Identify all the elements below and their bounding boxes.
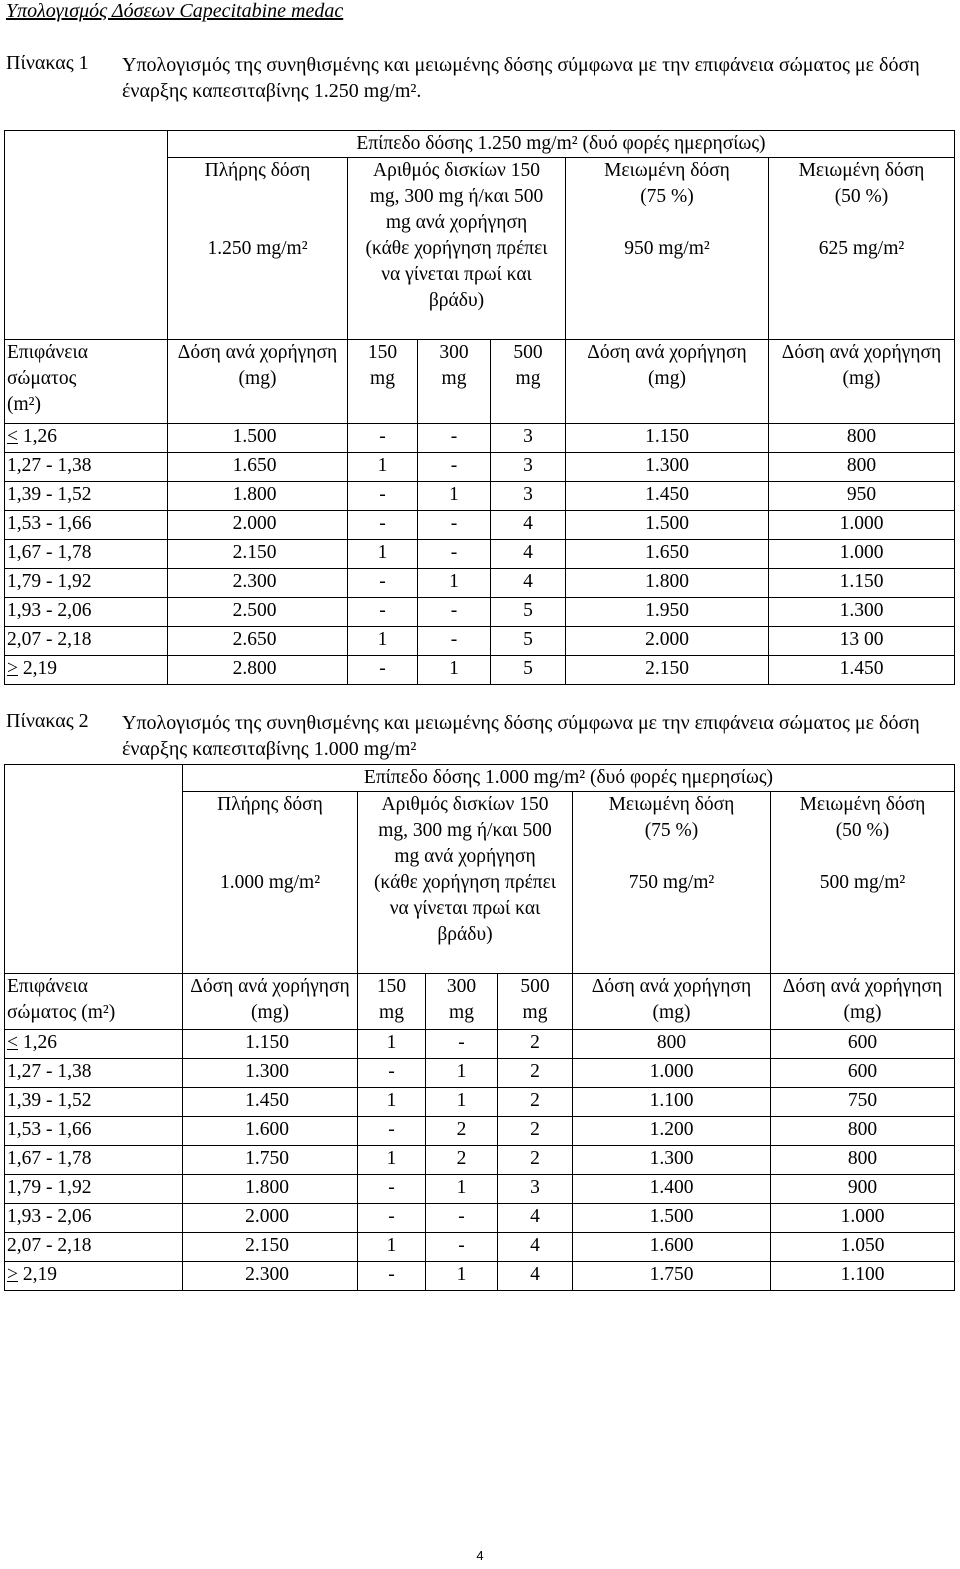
table-row: [5, 656, 955, 685]
bsa-cell: [5, 656, 168, 685]
table-row: [5, 540, 955, 569]
greater-equal-symbol: >: [7, 1264, 18, 1285]
bsa-value: 2,19: [22, 658, 57, 679]
dose-cell: 2.650: [168, 627, 348, 656]
tablet-500-cell: 3: [491, 482, 566, 511]
reduced-75-header: Μειωμένη δόση (75 %) 750 mg/m²: [573, 792, 771, 974]
dose-level-header: Επίπεδο δόσης 1.000 mg/m² (δυό φορές ημερησίως): [183, 765, 955, 792]
tablet-300-header: 300 mg: [426, 974, 498, 1030]
page-number: 4: [476, 1548, 484, 1563]
tablet-500-cell: 3: [491, 453, 566, 482]
tablet-500-cell: 4: [498, 1204, 573, 1233]
bsa-cell: [5, 511, 168, 540]
less-equal-symbol: <: [7, 426, 18, 447]
bsa-value: 1,79 - 1,92: [7, 1177, 92, 1198]
tablet-300-cell: 2: [426, 1146, 498, 1175]
dose-75-cell: 800: [573, 1030, 771, 1059]
document-title: Υπολογισμός Δόσεων Capecitabine medac: [6, 0, 344, 22]
bsa-cell: [5, 627, 168, 656]
less-equal-symbol: <: [7, 1032, 18, 1053]
dose-50-cell: 1.300: [769, 598, 955, 627]
table-2-label: Πίνακας 2: [6, 710, 89, 732]
tablet-150-cell: 1: [348, 540, 418, 569]
dose-cell: 1.150: [183, 1030, 358, 1059]
dose-50-cell: 600: [771, 1030, 955, 1059]
tablet-500-cell: 4: [491, 569, 566, 598]
tablet-150-cell: -: [348, 511, 418, 540]
tablet-300-cell: 2: [426, 1117, 498, 1146]
bsa-cell: [5, 1204, 183, 1233]
tablet-150-cell: -: [348, 598, 418, 627]
tablet-150-cell: 1: [348, 453, 418, 482]
dose-75-cell: 1.000: [573, 1059, 771, 1088]
dose-75-cell: 1.600: [573, 1233, 771, 1262]
dose-cell: 1.300: [183, 1059, 358, 1088]
reduced-50-value: 625 mg/m²: [818, 238, 905, 259]
dose-75-cell: 1.100: [573, 1088, 771, 1117]
bsa-value: 2,19: [22, 1264, 57, 1285]
bsa-value: 1,27 - 1,38: [7, 455, 92, 476]
dose-50-cell: 600: [771, 1059, 955, 1088]
dose-cell: 2.000: [183, 1204, 358, 1233]
tablet-300-cell: 1: [418, 482, 491, 511]
table-1-label: Πίνακας 1: [6, 52, 89, 74]
bsa-value: 1,27 - 1,38: [7, 1061, 92, 1082]
tablet-500-cell: 5: [491, 598, 566, 627]
table-row: [5, 424, 955, 453]
dose-75-cell: 1.300: [573, 1146, 771, 1175]
dose-50-cell: 900: [771, 1175, 955, 1204]
tablet-300-cell: -: [418, 511, 491, 540]
table-row: [5, 1146, 955, 1175]
tablet-300-cell: 1: [418, 656, 491, 685]
bsa-value: 1,79 - 1,92: [7, 571, 92, 592]
full-dose-value: 1.250 mg/m²: [207, 238, 308, 259]
bsa-cell: [5, 598, 168, 627]
dose-cell: 1.800: [168, 482, 348, 511]
table-row: [5, 1233, 955, 1262]
dose-75-cell: 1.450: [566, 482, 769, 511]
dose-50-cell: 1.100: [771, 1262, 955, 1291]
table-row: [5, 1117, 955, 1146]
dose-per-admin-header: Δόση ανά χορήγηση (mg): [168, 340, 348, 424]
dose-table-1: [4, 130, 955, 685]
tablet-150-cell: -: [358, 1204, 426, 1233]
tablet-150-header: 150 mg: [358, 974, 426, 1030]
bsa-cell: [5, 1088, 183, 1117]
tablet-500-cell: 4: [491, 540, 566, 569]
tablet-500-cell: 2: [498, 1030, 573, 1059]
tablet-500-cell: 3: [498, 1175, 573, 1204]
full-dose-header: Πλήρης δόση 1.000 mg/m²: [183, 792, 358, 974]
tablets-header: Αριθμός δισκίων 150 mg, 300 mg ή/και 500 mg ανά χορήγηση (κάθε χορήγηση πρέπει να γίνεται πρωί και βράδυ): [348, 158, 566, 340]
dose-50-cell: 800: [769, 424, 955, 453]
dose-cell: 2.150: [183, 1233, 358, 1262]
tablet-300-cell: 1: [426, 1088, 498, 1117]
table-row: [5, 1175, 955, 1204]
tablet-500-cell: 4: [491, 511, 566, 540]
bsa-cell: [5, 424, 168, 453]
tablet-150-cell: 1: [358, 1146, 426, 1175]
dose-75-cell: 1.150: [566, 424, 769, 453]
tablet-300-cell: -: [418, 627, 491, 656]
bsa-cell: [5, 1175, 183, 1204]
bsa-header: Επιφάνεια σώματος (m²): [5, 974, 183, 1030]
bsa-value: 1,39 - 1,52: [7, 1090, 92, 1111]
dose-cell: 2.500: [168, 598, 348, 627]
dose-75-cell: 1.500: [573, 1204, 771, 1233]
tablet-300-cell: -: [418, 598, 491, 627]
bsa-value: 1,53 - 1,66: [7, 1119, 92, 1140]
tablet-500-cell: 5: [491, 656, 566, 685]
tablet-150-cell: 1: [358, 1030, 426, 1059]
table-row: [5, 1204, 955, 1233]
bsa-value: 1,93 - 2,06: [7, 600, 92, 621]
tablet-500-cell: 4: [498, 1262, 573, 1291]
reduced-50-header: Μειωμένη δόση (50 %) 625 mg/m²: [769, 158, 955, 340]
full-dose-value: 1.000 mg/m²: [219, 872, 321, 893]
tablet-150-cell: -: [358, 1175, 426, 1204]
tablet-150-cell: -: [348, 569, 418, 598]
tablet-300-cell: -: [418, 540, 491, 569]
bsa-cell: [5, 1262, 183, 1291]
tablet-150-cell: -: [348, 656, 418, 685]
dose-75-header: Δόση ανά χορήγηση (mg): [573, 974, 771, 1030]
bsa-value: 2,07 - 2,18: [7, 1235, 92, 1256]
tablet-150-cell: -: [348, 482, 418, 511]
dose-50-cell: 1.450: [769, 656, 955, 685]
tablet-150-cell: 1: [348, 627, 418, 656]
dose-cell: 2.000: [168, 511, 348, 540]
tablet-500-header: 500 mg: [491, 340, 566, 424]
table-row: [5, 1088, 955, 1117]
tablet-300-cell: 1: [426, 1059, 498, 1088]
tablet-500-cell: 2: [498, 1088, 573, 1117]
greater-equal-symbol: >: [7, 658, 18, 679]
dose-75-cell: 1.650: [566, 540, 769, 569]
table-row: [5, 482, 955, 511]
dose-cell: 2.300: [168, 569, 348, 598]
bsa-value: 1,26: [22, 1032, 57, 1053]
tablet-150-cell: -: [358, 1117, 426, 1146]
dose-75-header: Δόση ανά χορήγηση (mg): [566, 340, 769, 424]
bsa-cell: [5, 453, 168, 482]
dose-50-cell: 13 00: [769, 627, 955, 656]
dose-cell: 2.300: [183, 1262, 358, 1291]
dose-75-cell: 2.000: [566, 627, 769, 656]
dose-cell: 1.750: [183, 1146, 358, 1175]
reduced-75-value: 950 mg/m²: [624, 238, 710, 259]
dose-50-cell: 1.000: [769, 540, 955, 569]
bsa-value: 1,39 - 1,52: [7, 484, 92, 505]
tablet-500-cell: 5: [491, 627, 566, 656]
dose-50-cell: 1.150: [769, 569, 955, 598]
dose-50-cell: 800: [771, 1117, 955, 1146]
dose-50-cell: 1.000: [771, 1204, 955, 1233]
dose-75-cell: 1.300: [566, 453, 769, 482]
bsa-cell: [5, 1233, 183, 1262]
reduced-50-header: Μειωμένη δόση (50 %) 500 mg/m²: [771, 792, 955, 974]
tablet-300-cell: -: [418, 424, 491, 453]
dose-cell: 1.450: [183, 1088, 358, 1117]
full-dose-header: Πλήρης δόση 1.250 mg/m²: [168, 158, 348, 340]
dose-cell: 1.650: [168, 453, 348, 482]
dose-50-cell: 800: [771, 1146, 955, 1175]
reduced-75-header: Μειωμένη δόση (75 %) 950 mg/m²: [566, 158, 769, 340]
dose-50-cell: 800: [769, 453, 955, 482]
dose-table-2: [4, 764, 955, 1291]
table-1-caption: Υπολογισμός της συνηθισμένης και μειωμένης δόσης σύμφωνα με την επιφάνεια σώματος με δόση έναρξης καπεσιταβίνης 1.250 mg/m².: [122, 54, 920, 102]
dose-50-cell: 1.000: [769, 511, 955, 540]
tablet-500-cell: 4: [498, 1233, 573, 1262]
dose-50-cell: 750: [771, 1088, 955, 1117]
tablet-300-cell: -: [418, 453, 491, 482]
bsa-value: 1,53 - 1,66: [7, 513, 92, 534]
tablet-300-cell: 1: [426, 1175, 498, 1204]
table-row: [5, 453, 955, 482]
table-row: [5, 1059, 955, 1088]
bsa-header: Επιφάνεια σώματος (m²): [5, 340, 168, 424]
table-row: [5, 598, 955, 627]
tablet-150-cell: -: [348, 424, 418, 453]
bsa-cell: [5, 1059, 183, 1088]
dose-50-header: Δόση ανά χορήγηση (mg): [769, 340, 955, 424]
bsa-value: 1,26: [22, 426, 57, 447]
dose-50-cell: 1.050: [771, 1233, 955, 1262]
tablets-header: Αριθμός δισκίων 150 mg, 300 mg ή/και 500 mg ανά χορήγηση (κάθε χορήγηση πρέπει να γίνεται πρωί και βράδυ): [358, 792, 573, 974]
dose-cell: 1.800: [183, 1175, 358, 1204]
table-2-caption: Υπολογισμός της συνηθισμένης και μειωμένης δόσης σύμφωνα με την επιφάνεια σώματος με δόση έναρξης καπεσιταβίνης 1.000 mg/m²: [122, 712, 920, 760]
bsa-cell: [5, 1030, 183, 1059]
dose-cell: 2.800: [168, 656, 348, 685]
table-row: [5, 1262, 955, 1291]
bsa-cell: [5, 1146, 183, 1175]
tablet-300-cell: 1: [418, 569, 491, 598]
bsa-cell: [5, 569, 168, 598]
dose-per-admin-header: Δόση ανά χορήγηση (mg): [183, 974, 358, 1030]
bsa-value: 1,93 - 2,06: [7, 1206, 92, 1227]
tablet-150-cell: 1: [358, 1233, 426, 1262]
reduced-75-value: 750 mg/m²: [628, 872, 715, 893]
table-row: [5, 511, 955, 540]
table-row: [5, 1030, 955, 1059]
tablet-300-cell: -: [426, 1204, 498, 1233]
table-row: [5, 627, 955, 656]
dose-cell: 1.600: [183, 1117, 358, 1146]
table-row: [5, 569, 955, 598]
dose-50-cell: 950: [769, 482, 955, 511]
dose-cell: 2.150: [168, 540, 348, 569]
dose-level-header: Επίπεδο δόσης 1.250 mg/m² (δυό φορές ημερησίως): [168, 131, 955, 158]
bsa-cell: [5, 1117, 183, 1146]
tablet-500-cell: 2: [498, 1117, 573, 1146]
bsa-value: 1,67 - 1,78: [7, 1148, 92, 1169]
tablet-150-header: 150 mg: [348, 340, 418, 424]
tablet-500-cell: 2: [498, 1146, 573, 1175]
tablet-300-cell: 1: [426, 1262, 498, 1291]
tablet-150-cell: 1: [358, 1088, 426, 1117]
tablet-300-cell: -: [426, 1233, 498, 1262]
dose-75-cell: 1.950: [566, 598, 769, 627]
bsa-cell: [5, 540, 168, 569]
tablet-300-header: 300 mg: [418, 340, 491, 424]
tablet-500-cell: 2: [498, 1059, 573, 1088]
dose-50-header: Δόση ανά χορήγηση (mg): [771, 974, 955, 1030]
reduced-50-value: 500 mg/m²: [819, 872, 906, 893]
dose-75-cell: 1.800: [566, 569, 769, 598]
dose-75-cell: 1.500: [566, 511, 769, 540]
bsa-value: 1,67 - 1,78: [7, 542, 92, 563]
bsa-cell: [5, 482, 168, 511]
dose-cell: 1.500: [168, 424, 348, 453]
tablet-500-cell: 3: [491, 424, 566, 453]
dose-75-cell: 1.750: [573, 1262, 771, 1291]
tablet-500-header: 500 mg: [498, 974, 573, 1030]
tablet-150-cell: -: [358, 1262, 426, 1291]
dose-75-cell: 2.150: [566, 656, 769, 685]
tablet-300-cell: -: [426, 1030, 498, 1059]
dose-75-cell: 1.400: [573, 1175, 771, 1204]
dose-75-cell: 1.200: [573, 1117, 771, 1146]
bsa-value: 2,07 - 2,18: [7, 629, 92, 650]
tablet-150-cell: -: [358, 1059, 426, 1088]
